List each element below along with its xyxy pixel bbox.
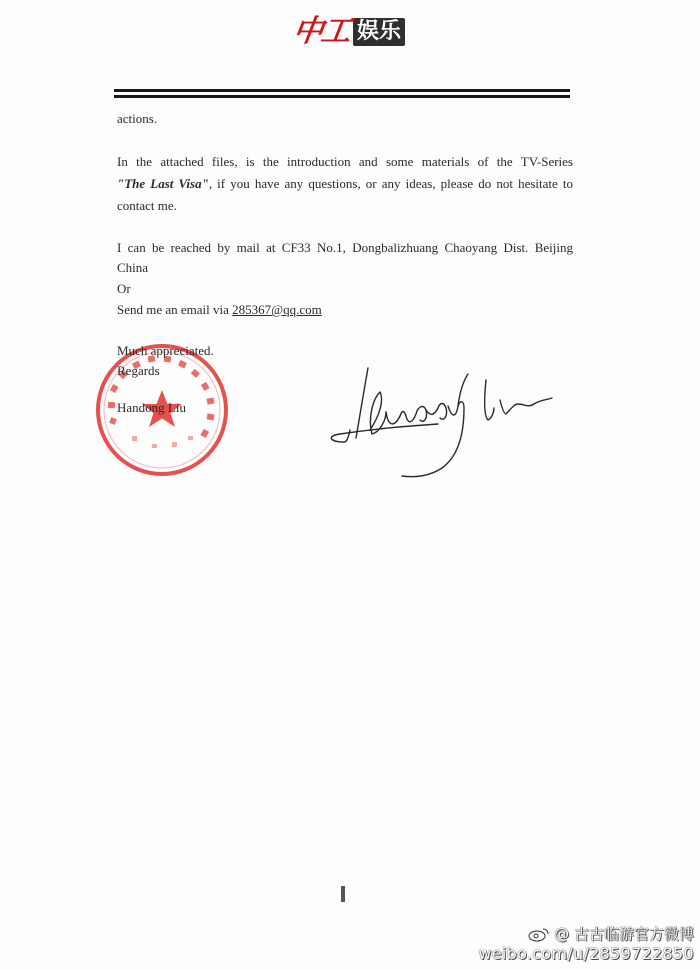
watermark-url: weibo.com/u/2859722850: [478, 944, 694, 963]
para2-line3: Or: [117, 281, 131, 296]
para2-line2: China: [117, 260, 149, 275]
email-link[interactable]: 285367@qq.com: [232, 302, 322, 317]
weibo-icon: [528, 926, 550, 942]
para2-line1: I can be reached by mail at CF33 No.1, Dongbalizhuang Chaoyang Dist. Beijing: [117, 240, 573, 255]
header-rule-bottom: [114, 95, 570, 98]
para1-line1: In the attached files, is the introduction and some materials of the TV-Series: [117, 154, 573, 169]
series-title: "The Last Visa": [117, 176, 209, 191]
watermark-account: @ 古古临游官方微博: [554, 925, 694, 943]
watermark-line1: [478, 924, 694, 944]
closing-regards: Regards: [117, 363, 160, 378]
site-logo: [290, 14, 405, 50]
para1-line2-rest: , if you have any questions, or any ideas, please do not hesitate to: [208, 176, 573, 191]
email-prefix: Send me an email via: [117, 302, 233, 317]
logo-red-text: 中工: [290, 14, 352, 49]
email-line: [117, 299, 322, 321]
header-rule-top: [114, 89, 570, 92]
logo-box-text: 娱乐: [353, 18, 405, 46]
closing-appreciated: Much appreciated.: [117, 343, 214, 358]
weibo-watermark: [478, 924, 694, 964]
line-actions: actions.: [117, 111, 158, 126]
closing-name: Handong Liu: [117, 400, 186, 415]
para1-line3: contact me.: [117, 198, 177, 213]
handwritten-signature: [320, 360, 560, 485]
page-marker: [341, 886, 345, 902]
para1-line2: [117, 173, 573, 195]
